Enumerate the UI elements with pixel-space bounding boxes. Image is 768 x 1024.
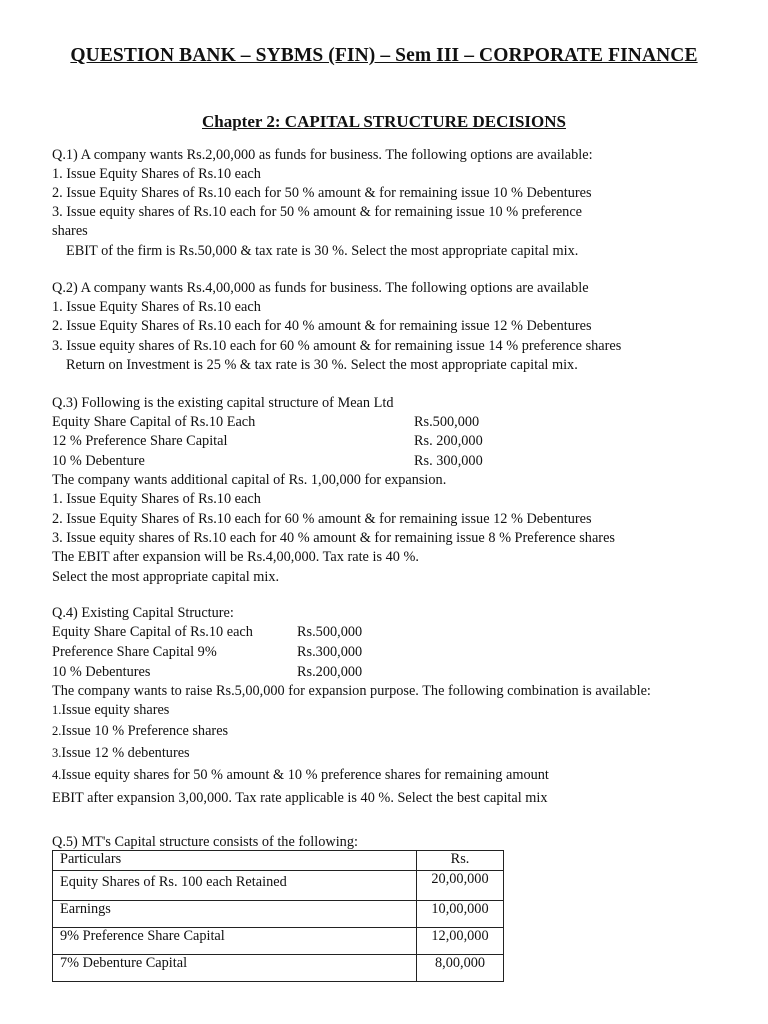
table-header-particulars: Particulars [53, 851, 417, 871]
table-cell-amount: 8,00,000 [417, 955, 504, 982]
table-header-amount: Rs. [417, 851, 504, 871]
q1-intro: Q.1) A company wants Rs.2,00,000 as funds for business. The following options are available: [52, 147, 593, 163]
q4-row-2-label: Preference Share Capital 9% [52, 644, 217, 660]
q3-intro: Q.3) Following is the existing capital structure of Mean Ltd [52, 395, 394, 411]
q4-option-1-text: Issue equity shares [61, 702, 170, 718]
table-cell-amount: 12,00,000 [417, 928, 504, 955]
table-cell-particulars: Equity Shares of Rs. 100 each Retained [53, 871, 417, 901]
chapter-heading: Chapter 2: CAPITAL STRUCTURE DECISIONS [202, 112, 566, 131]
q4-option-4-number: 4. [52, 768, 62, 782]
q4-option-3 [52, 744, 190, 762]
q3-row-2-label: 12 % Preference Share Capital [52, 433, 228, 449]
q1-option-1: 1. Issue Equity Shares of Rs.10 each [52, 166, 261, 182]
table-row [53, 871, 504, 901]
q2-intro: Q.2) A company wants Rs.4,00,000 as funds for business. The following options are available [52, 280, 589, 296]
q4-line-1: The company wants to raise Rs.5,00,000 for expansion purpose. The following combination is available: [52, 683, 651, 699]
q3-row-3-label: 10 % Debenture [52, 453, 145, 469]
q2-option-1: 1. Issue Equity Shares of Rs.10 each [52, 299, 261, 315]
q3-option-1: 1. Issue Equity Shares of Rs.10 each [52, 491, 261, 507]
q3-row-3-amount: Rs. 300,000 [414, 453, 483, 469]
q1-option-3-cont: shares [52, 223, 88, 239]
q4-option-2-number: 2. [52, 724, 62, 738]
q4-row-1-label: Equity Share Capital of Rs.10 each [52, 624, 253, 640]
q4-row-3-label: 10 % Debentures [52, 664, 151, 680]
q4-conclusion: EBIT after expansion 3,00,000. Tax rate applicable is 40 %. Select the best capital mix [52, 790, 548, 806]
table-cell-amount: 10,00,000 [417, 901, 504, 928]
q3-row-2-amount: Rs. 200,000 [414, 433, 483, 449]
table-row [53, 928, 504, 955]
q4-option-4-text: Issue equity shares for 50 % amount & 10 % preference shares for remaining amount [61, 767, 549, 783]
q4-row-3-amount: Rs.200,000 [297, 664, 363, 680]
q4-option-3-number: 3. [52, 746, 62, 760]
q3-row-1-amount: Rs.500,000 [414, 414, 480, 430]
q3-option-3: 3. Issue equity shares of Rs.10 each for 40 % amount & for remaining issue 8 % Preference shares [52, 530, 615, 546]
table-cell-particulars: 7% Debenture Capital [53, 955, 417, 982]
q4-option-2-text: Issue 10 % Preference shares [61, 723, 229, 739]
q1-conclusion: EBIT of the firm is Rs.50,000 & tax rate is 30 %. Select the most appropriate capital mix. [66, 243, 579, 259]
q2-option-3: 3. Issue equity shares of Rs.10 each for 60 % amount & for remaining issue 14 % preference shares [52, 338, 622, 354]
capital-structure-table [52, 850, 504, 982]
table-cell-particulars: 9% Preference Share Capital [53, 928, 417, 955]
q2-option-2: 2. Issue Equity Shares of Rs.10 each for 40 % amount & for remaining issue 12 % Debentures [52, 318, 592, 334]
q4-option-3-text: Issue 12 % debentures [61, 745, 190, 761]
q1-option-2: 2. Issue Equity Shares of Rs.10 each for 50 % amount & for remaining issue 10 % Debentures [52, 185, 592, 201]
q1-option-3: 3. Issue equity shares of Rs.10 each for 50 % amount & for remaining issue 10 % preference [52, 204, 583, 220]
q4-option-1 [52, 701, 169, 719]
table-cell-amount: 20,00,000 [417, 871, 504, 901]
q3-option-2: 2. Issue Equity Shares of Rs.10 each for 60 % amount & for remaining issue 12 % Debentures [52, 511, 592, 527]
table-row [53, 955, 504, 982]
q4-option-1-number: 1. [52, 703, 62, 717]
q4-option-2 [52, 722, 228, 740]
q4-intro: Q.4) Existing Capital Structure: [52, 605, 234, 621]
q3-line-2: The EBIT after expansion will be Rs.4,00,000. Tax rate is 40 %. [52, 549, 419, 565]
q4-row-1-amount: Rs.500,000 [297, 624, 363, 640]
q2-conclusion: Return on Investment is 25 % & tax rate is 30 %. Select the most appropriate capital mix. [66, 357, 578, 373]
q3-line-3: Select the most appropriate capital mix. [52, 569, 280, 585]
q4-option-4 [52, 766, 549, 784]
table-row [53, 901, 504, 928]
q4-row-2-amount: Rs.300,000 [297, 644, 363, 660]
q3-line-1: The company wants additional capital of Rs. 1,00,000 for expansion. [52, 472, 447, 488]
q3-row-1-label: Equity Share Capital of Rs.10 Each [52, 414, 256, 430]
table-cell-particulars: Earnings [53, 901, 417, 928]
q5-intro: Q.5) MT's Capital structure consists of the following: [52, 834, 358, 850]
table-header-row [53, 851, 504, 871]
page-title: QUESTION BANK – SYBMS (FIN) – Sem III – CORPORATE FINANCE [70, 45, 698, 66]
